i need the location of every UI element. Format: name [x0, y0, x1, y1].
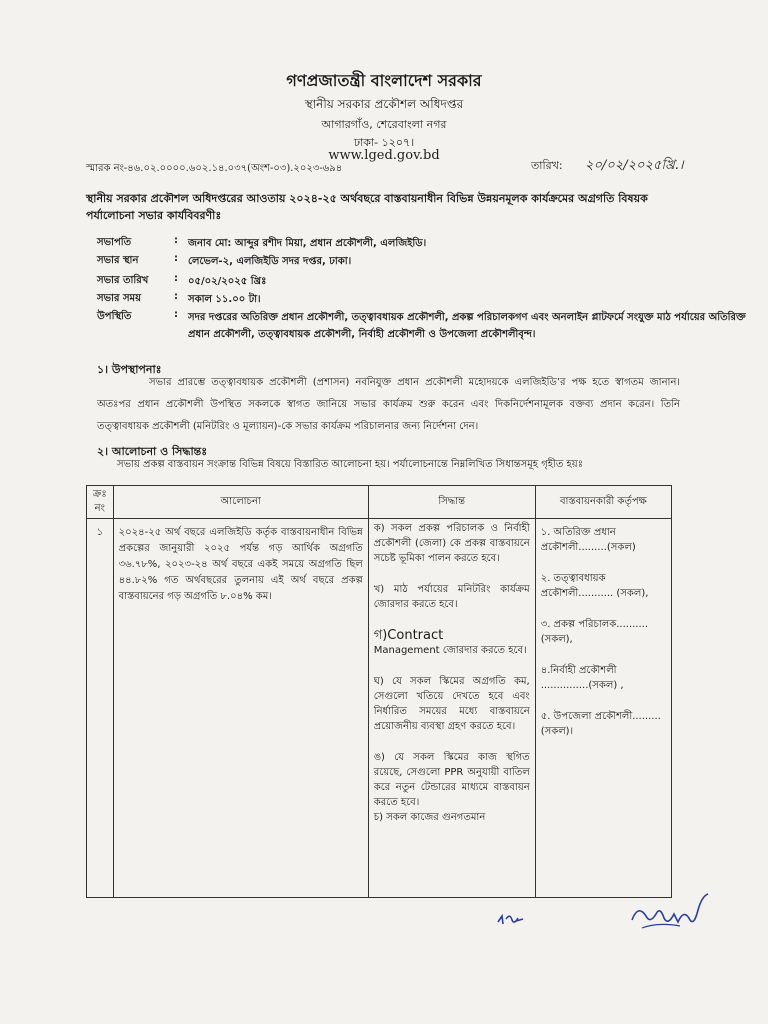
initial-mark — [496, 910, 526, 930]
department-name: স্থানীয় সরকার প্রকৌশল অধিদপ্তর — [304, 97, 464, 111]
header-implementer: বাস্তবায়নকারী কর্তৃপক্ষ — [535, 486, 671, 519]
discussion-cell: ২০২৪-২৫ অর্থ বছরে এলজিইডি কর্তৃক বাস্তবায়নাধীন বিভিন্ন প্রকল্পের জানুয়ারী ২০২৫ পর্যন্ত গড় আর্থিক অগ্রগতি ৩৬.৭৮%, ২০২৩-২৪ অর্থ বছরে একই সময়ে অগ্রগতি ছিল ৪৪.৮২% গত অর্থবছরের তুলনায় এই অর্থ বছরে প্রকল্প বাস্তবায়নের গড় অগ্রগতি ৮.০৪% কম। — [113, 519, 368, 898]
section-1-title: ১। উপস্থাপনাঃ — [97, 363, 162, 376]
decision-cell — [368, 519, 535, 898]
implementer-item: ১. অতিরিক্ত প্রধান প্রকৌশলী.........(সকল) — [540, 527, 636, 553]
colon: : — [174, 235, 178, 246]
implementer-item: ৪.নির্বাহী প্রকৌশলী ...............(সকল) , — [540, 665, 624, 691]
header-discussion: আলোচনা — [113, 486, 368, 519]
serial-cell: ১ — [87, 519, 114, 898]
decision-item: ক) সকল প্রকল্প পরিচালক ও নির্বাহী প্রকৌশলী (জেলা) কে প্রকল্প বাস্তবায়নে সচেষ্ট ভূমিকা পালন করতে হবে। — [373, 523, 530, 564]
decision-table — [86, 485, 672, 898]
header-decision: সিদ্ধান্ত — [368, 486, 535, 519]
meeting-date-label: সভার তারিখ — [97, 275, 149, 286]
meeting-date-value: ০৫/০২/২০২৫ খ্রিঃ — [188, 276, 267, 287]
decision-item: ঘ) যে সকল স্কিমের অগ্রগতি কম, সেগুলো খতিয়ে দেখতে হবে এবং নির্ধারিত সময়ের মধ্যে বাস্তবায়নে প্রয়োজনীয় ব্যবস্থা গ্রহণ করতে হবে। — [373, 676, 530, 732]
colon: : — [174, 273, 178, 284]
chair-label: সভাপতি — [97, 237, 132, 248]
colon: : — [174, 253, 178, 264]
implementer-cell — [535, 519, 671, 898]
date-value: ২০/০২/২০২৫খ্রি.। — [585, 158, 684, 173]
attendance-label: উপস্থিতি — [97, 311, 132, 322]
section-2-text: সভায় প্রকল্প বাস্তবায়ন সংক্রান্ত বিভিন্ন বিষয়ে বিস্তারিত আলোচনা হয়। পর্যালোচনান্তে নিম্নলিখিত সিধান্তসমূহ গৃহীত হয়ঃ — [117, 459, 584, 470]
government-title: গণপ্রজাতন্ত্রী বাংলাদেশ সরকার — [286, 71, 482, 90]
decision-item: Management জোরদার করতে হবে। — [373, 645, 527, 656]
subject-heading: স্থানীয় সরকার প্রকৌশল অধিদপ্তরের আওতায় ২০২৪-২৫ অর্থবছরে বাস্তবায়নাধীন বিভিন্ন উন্নয়নমূলক কার্যক্রমের অগ্রগতি বিষয়ক পর্যালোচনা সভার কার্যবিবরণীঃ — [86, 192, 648, 222]
implementer-item: ৫. উপজেলা প্রকৌশলী......... (সকল)। — [540, 711, 661, 737]
address-line-2: ঢাকা- ১২০৭। — [353, 136, 415, 149]
decision-item: গ)Contract — [373, 628, 444, 643]
section-2-title: ২। আলোচনা ও সিদ্ধান্তঃ — [97, 445, 208, 458]
implementer-item: ৩. প্রকল্প পরিচালক.......... (সকল), — [540, 619, 649, 645]
meeting-time-label: সভার সময় — [97, 293, 141, 304]
decision-item: ঙ) যে সকল স্কিমের কাজ স্থগিত রয়েছে, সেগুলো PPR অনুযায়ী বাতিল করে নতুন টেন্ডারের মাধ্যমে বাস্তবায়ন করতে হবে। — [373, 752, 530, 808]
address-line-1: আগারগাঁও, শেরেবাংলা নগর — [321, 118, 447, 131]
section-1-text: সভার প্রারম্ভে তত্ত্বাবধায়ক প্রকৌশলী (প্রশাসন) নবনিযুক্ত প্রধান প্রকৌশলী মহোদয়কে এলজিইডি’র পক্ষ হতে স্বাগতম জানান। অতঃপর প্রধান প্রকৌশলী উপস্থিত সকলকে স্বাগত জানিয়ে সভার কার্যক্রম শুরু করেন এবং দিকনির্দেশনামূলক বক্তব্য প্রদান করেন। তিনি তত্ত্বাবধায়ক প্রকৌশলী (মনিটরিং ও মূল্যায়ন)-কে সভার কার্যক্রম পরিচালনার জন্য নির্দেশনা দেন। — [97, 377, 680, 432]
meeting-time-value: সকাল ১১.০০ টা। — [188, 294, 261, 305]
chair-value: জনাব মো: আব্দুর রশীদ মিয়া, প্রধান প্রকৌশলী, এলজিইডি। — [188, 238, 427, 249]
signature — [628, 890, 718, 938]
venue-label: সভার স্থান — [97, 255, 139, 266]
decision-item: চ) সকল কাজের গুনগতমান — [373, 812, 486, 823]
attendance-value: সদর দপ্তরের অতিরিক্ত প্রধান প্রকৌশলী, তত্ত্বাবধায়ক প্রকৌশলী, প্রকল্প পরিচালকগণ এবং অনলাইন প্লাটফর্মে সংযুক্ত মাঠ পর্যায়ের অতিরিক্ত প্রধান প্রকৌশলী, তত্ত্বাবধায়ক প্রকৌশলী, নির্বাহী প্রকৌশলী ও উপজেলা প্রকৌশলীবৃন্দ। — [188, 312, 746, 340]
colon: : — [174, 291, 178, 302]
table-header-row — [87, 486, 672, 519]
header-serial: ক্রঃ নং — [87, 486, 114, 519]
date-label: তারিখ: — [531, 159, 563, 172]
website: www.lged.gov.bd — [328, 148, 440, 163]
decision-item: খ) মাঠ পর্যায়ের মনিটরিং কার্যক্রম জোরদার করতে হবে। — [373, 584, 530, 610]
memo-reference: স্মারক নং-৪৬.০২.০০০০.৬০২.১৪.০৩৭(অংশ-০৩).২০২৩-৬৯৪ — [86, 163, 343, 174]
table-row — [87, 519, 672, 898]
implementer-item: ২. তত্ত্বাবধায়ক প্রকৌশলী........... (সকল), — [540, 573, 649, 599]
colon: : — [174, 309, 178, 320]
venue-value: লেভেল-২, এলজিইডি সদর দপ্তর, ঢাকা। — [188, 256, 352, 267]
